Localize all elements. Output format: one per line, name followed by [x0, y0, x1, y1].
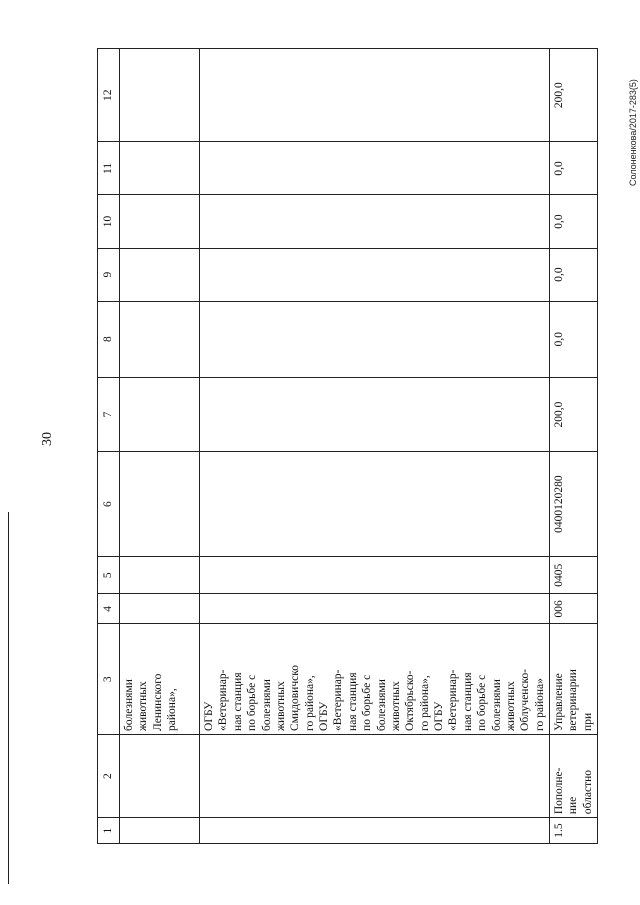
- item-number-cell: 1.5: [550, 818, 598, 844]
- header-cell-12: 12: [98, 49, 120, 142]
- table-row: [120, 49, 200, 844]
- header-cell-6: 6: [98, 452, 120, 557]
- header-cell-3: 3: [98, 624, 120, 734]
- header-cell-5: 5: [98, 557, 120, 594]
- header-cell-9: 9: [98, 248, 120, 301]
- table-cell: [200, 594, 550, 624]
- table-row: [200, 49, 550, 844]
- table-cell-executor: Управление ветеринарии при: [550, 624, 598, 734]
- table-cell: [200, 195, 550, 248]
- table-cell: [200, 142, 550, 195]
- table-cell: [120, 49, 200, 142]
- value-cell: 200,0: [550, 377, 598, 452]
- table-cell: [120, 452, 200, 557]
- table-cell: [200, 301, 550, 377]
- value-cell: 0,0: [550, 142, 598, 195]
- table-cell: [120, 557, 200, 594]
- measure-name-cell: Пополне- ние областно: [550, 734, 598, 817]
- page-number: 30: [40, 432, 55, 446]
- table-cell-executor: ОГБУ «Ветеринар- ная станция по борьбе с болезнями животных Смидовичско го района», ОГБУ «Ветеринар- ная станция по борьбе с болезнями животных Октябрьско- го района», ОГБУ «Ветеринар- ная станция по борьбе с болезнями животных Облученско- го района»: [200, 624, 550, 734]
- table-row: [550, 49, 598, 844]
- table-cell: [120, 248, 200, 301]
- table-cell: [200, 557, 550, 594]
- target-code-cell: 0400120280: [550, 452, 598, 557]
- table-cell: [200, 248, 550, 301]
- header-cell-1: 1: [98, 818, 120, 844]
- budget-table: [97, 48, 598, 844]
- table-cell: [200, 377, 550, 452]
- value-cell: 0,0: [550, 301, 598, 377]
- section-code-cell: 0405: [550, 557, 598, 594]
- header-cell-4: 4: [98, 594, 120, 624]
- budget-table-rotated: [97, 48, 594, 844]
- header-cell-8: 8: [98, 301, 120, 377]
- table-cell-executor: болезнями животных Ленинского района»,: [120, 624, 200, 734]
- table-cell: [200, 734, 550, 817]
- table-cell: [120, 301, 200, 377]
- header-cell-7: 7: [98, 377, 120, 452]
- value-cell: 0,0: [550, 195, 598, 248]
- table-cell: [120, 142, 200, 195]
- table-cell: [120, 734, 200, 817]
- table-cell: [200, 49, 550, 142]
- footer-code: Солоненкова/2017-283(5): [628, 79, 638, 186]
- table-cell: [200, 818, 550, 844]
- header-cell-10: 10: [98, 195, 120, 248]
- table-cell: [120, 377, 200, 452]
- table-cell: [120, 594, 200, 624]
- header-cell-2: 2: [98, 734, 120, 817]
- table-cell: [200, 452, 550, 557]
- header-row: [98, 49, 120, 844]
- header-cell-11: 11: [98, 142, 120, 195]
- table-cell: [120, 818, 200, 844]
- table-cell: [120, 195, 200, 248]
- value-cell: 0,0: [550, 248, 598, 301]
- budget-code-cell: 006: [550, 594, 598, 624]
- margin-line: [8, 512, 9, 884]
- total-value-cell: 200,0: [550, 49, 598, 142]
